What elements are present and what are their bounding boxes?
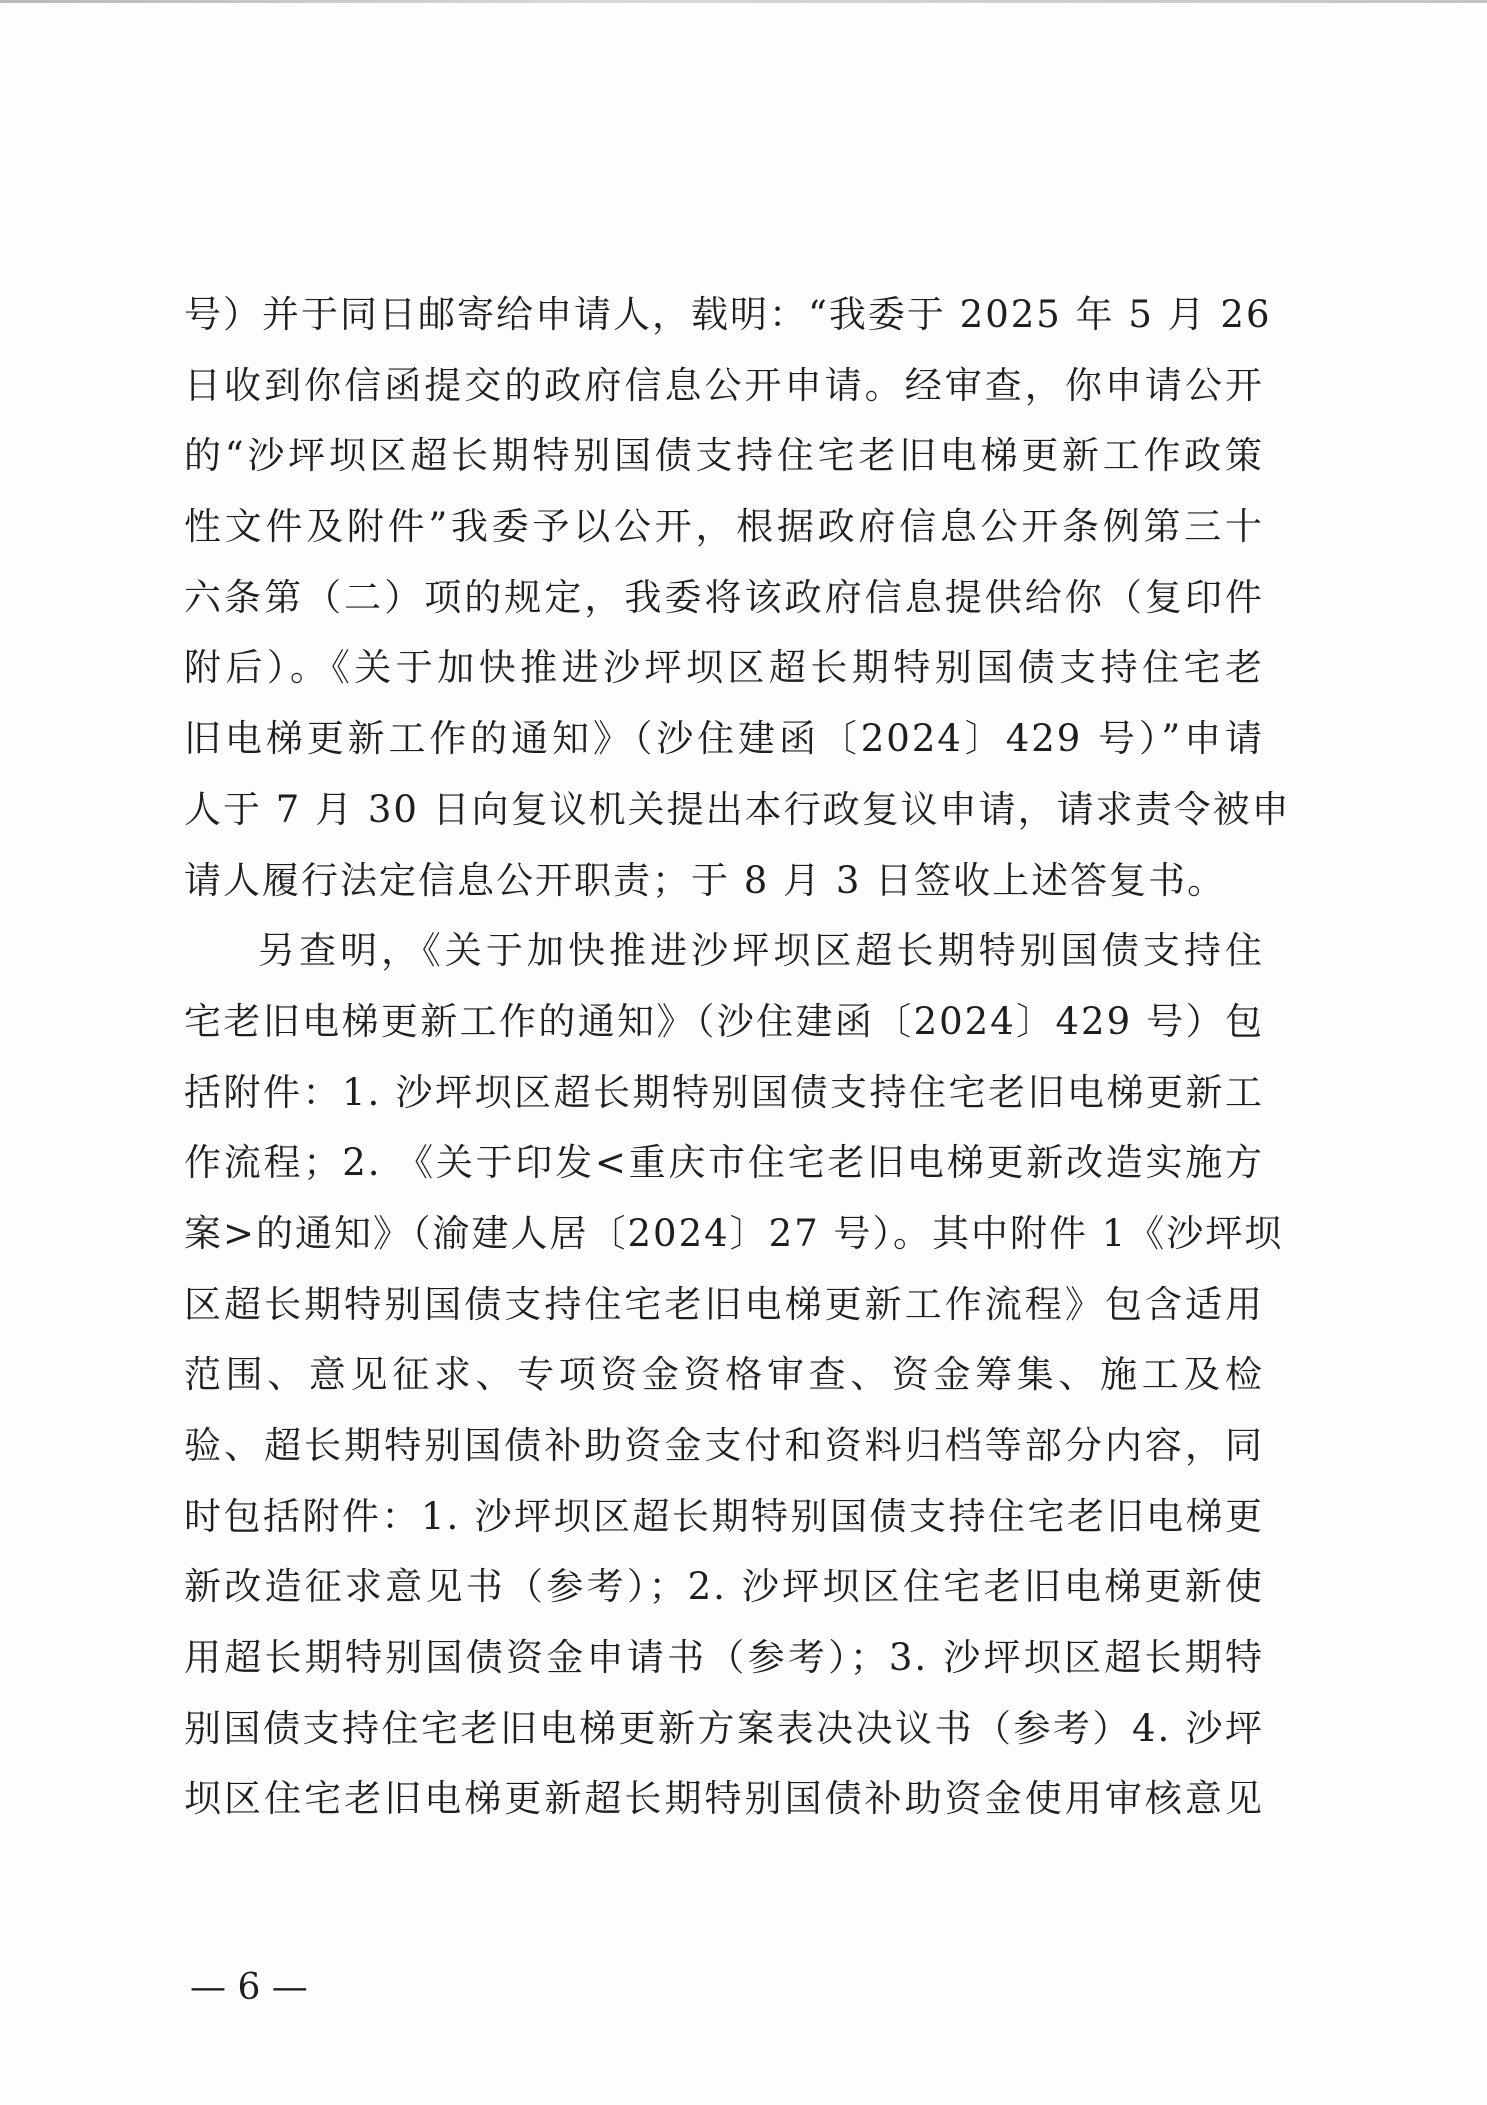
text-line: 另查明，《关于加快推进沙坪坝区超长期特别国债支持住 — [258, 929, 1264, 973]
text-line: 用超长期特别国债资金申请书（参考）；3. 沙坪坝区超长期特 — [184, 1636, 1264, 1680]
text-line: 验、超长期特别国债补助资金支付和资料归档等部分内容，同 — [184, 1424, 1264, 1467]
text-line: 附后）。《关于加快推进沙坪坝区超长期特别国债支持住宅老 — [184, 646, 1264, 690]
paragraph-2 — [184, 916, 1284, 1835]
text-line: 作流程；2. 《关于印发<重庆市住宅老旧电梯更新改造实施方 — [184, 1141, 1264, 1185]
text-line: 性文件及附件”我委予以公开，根据政府信息公开条例第三十 — [184, 505, 1264, 549]
text-line: 括附件：1. 沙坪坝区超长期特别国债支持住宅老旧电梯更新工 — [184, 1070, 1264, 1114]
text-line: 请人履行法定信息公开职责；于 8 月 3 日签收上述答复书。 — [184, 858, 1227, 902]
page-number: — 6 — — [190, 1967, 308, 2008]
paragraph-1 — [184, 280, 1291, 916]
text-line: 区超长期特别国债支持住宅老旧电梯更新工作流程》包含适用 — [184, 1282, 1264, 1326]
text-line: 新改造征求意见书（参考）；2. 沙坪坝区住宅老旧电梯更新使 — [184, 1565, 1264, 1609]
text-line: 人于 7 月 30 日向复议机关提出本行政复议申请，请求责令被申 — [184, 787, 1291, 831]
text-line: 号）并于同日邮寄给申请人，载明：“我委于 2025 年 5 月 26 — [184, 293, 1272, 336]
text-line: 坝区住宅老旧电梯更新超长期特别国债补助资金使用审核意见 — [184, 1777, 1264, 1821]
text-line: 时包括附件：1. 沙坪坝区超长期特别国债支持住宅老旧电梯更 — [184, 1494, 1264, 1538]
text-line: 的“沙坪坝区超长期特别国债支持住宅老旧电梯更新工作政策 — [184, 434, 1264, 478]
scan-top-edge — [0, 0, 1487, 3]
text-line: 旧电梯更新工作的通知》（沙住建函〔2024〕429 号）”申请 — [184, 717, 1264, 761]
body-text — [184, 280, 1291, 1835]
text-line: 案>的通知》（渝建人居〔2024〕27 号）。其中附件 1《沙坪坝 — [184, 1211, 1284, 1255]
text-line: 宅老旧电梯更新工作的通知》（沙住建函〔2024〕429 号）包 — [184, 999, 1264, 1043]
text-line: 日收到你信函提交的政府信息公开申请。经审查，你申请公开 — [184, 363, 1264, 407]
text-line: 范围、意见征求、专项资金资格审查、资金筹集、施工及检 — [184, 1353, 1264, 1397]
text-line: 别国债支持住宅老旧电梯更新方案表决决议书（参考）4. 沙坪 — [184, 1706, 1264, 1750]
text-line: 六条第（二）项的规定，我委将该政府信息提供给你（复印件 — [184, 575, 1264, 619]
